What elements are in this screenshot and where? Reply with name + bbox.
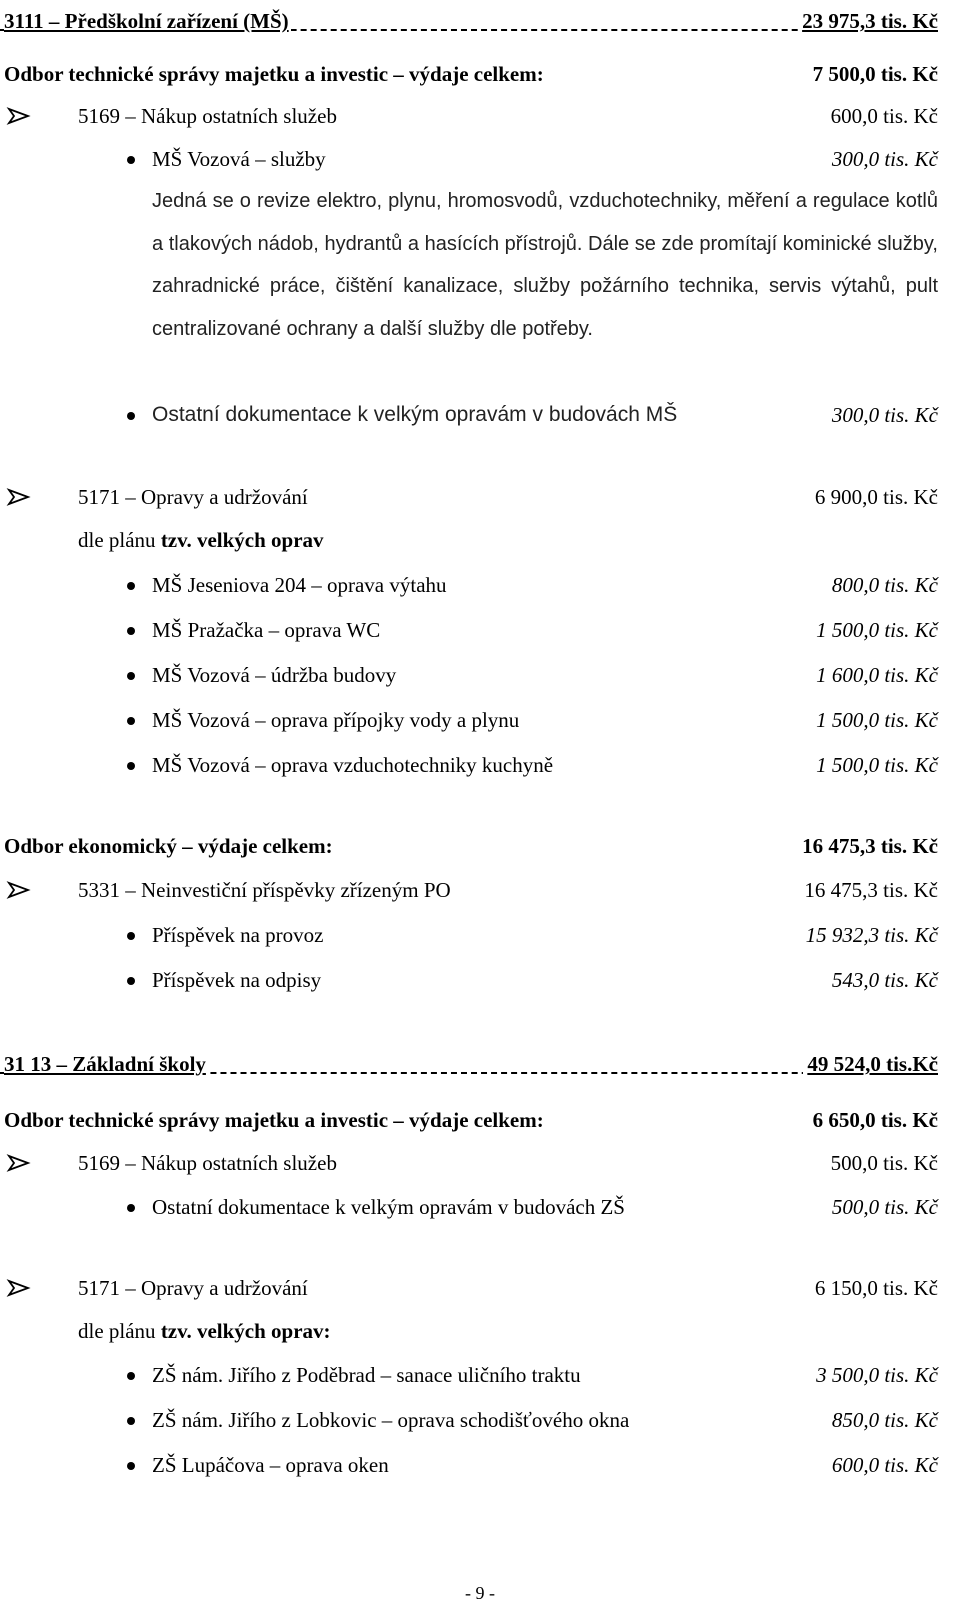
department-amount: 6 650,0 tis. Kč <box>812 1108 938 1132</box>
sub-item-label: ZŠ nám. Jiřího z Poděbrad – sanace uličního traktu <box>152 1363 581 1387</box>
sub-item-amount: 1 600,0 tis. Kč <box>816 663 938 687</box>
sub-item-label: Příspěvek na provoz <box>152 923 324 947</box>
sub-item-amount: 300,0 tis. Kč <box>831 147 938 171</box>
item-label: 5169 – Nákup ostatních služeb <box>78 1151 337 1175</box>
budget-item <box>0 875 960 905</box>
arrowhead-bullet-icon <box>6 101 32 131</box>
page-number: - 9 - <box>465 1583 495 1603</box>
budget-item <box>0 482 960 512</box>
sub-item-amount: 850,0 tis. Kč <box>831 1408 938 1432</box>
item-label: 5171 – Opravy a udržování <box>78 485 308 509</box>
sub-item <box>0 750 960 780</box>
sub-item-amount: 800,0 tis. Kč <box>831 573 938 597</box>
sub-item-label: MŠ Jeseniova 204 – oprava výtahu <box>152 573 447 597</box>
budget-item <box>0 1148 960 1178</box>
department-title: Odbor technické správy majetku a investic – výdaje celkem: <box>4 62 544 86</box>
bullet-icon <box>116 570 146 600</box>
sub-item-amount: 1 500,0 tis. Kč <box>816 618 938 642</box>
sub-item-label: ZŠ Lupáčova – oprava oken <box>152 1453 389 1477</box>
sub-item <box>0 570 960 600</box>
note-paragraph: Jedná se o revize elektro, plynu, hromosvodů, vzduchotechniky, měření a regulace kotlů a tlakových nádob, hydrantů a hasících přístrojů. Dále se zde promítají kominické služby, zahradnické práce, čištění kanalizace, služby požárního technika, servis výtahů, pult centralizované ochrany a další služby dle potřeby. <box>152 190 938 341</box>
bullet-icon <box>116 144 146 174</box>
sub-item-label: MŠ Pražačka – oprava WC <box>152 618 381 642</box>
plan-prefix: dle plánu <box>78 1319 161 1343</box>
sub-item-label: Ostatní dokumentace k velkým opravám v budovách ZŠ <box>152 1195 625 1219</box>
item-amount: 6 150,0 tis. Kč <box>814 1276 938 1300</box>
item-amount: 600,0 tis. Kč <box>830 104 938 128</box>
bullet-icon <box>116 750 146 780</box>
arrowhead-bullet-icon <box>6 482 32 512</box>
section-amount: 49 524,0 tis.Kč <box>803 1049 938 1079</box>
sub-item <box>0 400 960 430</box>
department-amount: 7 500,0 tis. Kč <box>812 62 938 86</box>
department-title: Odbor ekonomický – výdaje celkem: <box>4 834 333 858</box>
sub-item <box>0 705 960 735</box>
department-header <box>0 1105 960 1135</box>
section-title: 31 13 – Základní školy <box>4 1049 208 1079</box>
bullet-icon <box>116 705 146 735</box>
plan-caption <box>78 525 324 555</box>
department-header <box>0 831 960 861</box>
section-title: 3111 – Předškolní zařízení (MŠ) <box>4 6 291 36</box>
item-label: 5331 – Neinvestiční příspěvky zřízeným PO <box>78 878 451 902</box>
sub-item <box>0 1192 960 1222</box>
sub-item-label: Příspěvek na odpisy <box>152 968 322 992</box>
bullet-icon <box>116 660 146 690</box>
sub-item-label: MŠ Vozová – oprava vzduchotechniky kuchyně <box>152 753 554 777</box>
arrowhead-bullet-icon <box>6 875 32 905</box>
bullet-icon <box>116 1405 146 1435</box>
department-header <box>0 59 960 89</box>
plan-bold: tzv. velkých oprav <box>160 528 324 552</box>
sub-item <box>0 144 960 174</box>
item-amount: 6 900,0 tis. Kč <box>814 485 938 509</box>
sub-item-amount: 3 500,0 tis. Kč <box>816 1363 938 1387</box>
plan-line <box>0 1316 960 1346</box>
sub-item-label: MŠ Vozová – oprava přípojky vody a plynu <box>152 708 520 732</box>
item-amount: 500,0 tis. Kč <box>830 1151 938 1175</box>
sub-item <box>0 660 960 690</box>
sub-item-amount: 600,0 tis. Kč <box>831 1453 938 1477</box>
bullet-icon <box>116 1450 146 1480</box>
bullet-icon <box>116 1192 146 1222</box>
department-amount: 16 475,3 tis. Kč <box>802 834 938 858</box>
section-amount: 23 975,3 tis. Kč <box>798 6 938 36</box>
department-title: Odbor technické správy majetku a investic – výdaje celkem: <box>4 1108 544 1132</box>
plan-line <box>0 525 960 555</box>
sub-item-label: ZŠ nám. Jiřího z Lobkovic – oprava schodišťového okna <box>152 1408 630 1432</box>
sub-item-amount: 1 500,0 tis. Kč <box>816 708 938 732</box>
sub-item <box>0 1450 960 1480</box>
item-label: 5169 – Nákup ostatních služeb <box>78 104 337 128</box>
sub-item <box>0 1360 960 1390</box>
sub-item-amount: 500,0 tis. Kč <box>831 1195 938 1219</box>
arrowhead-bullet-icon <box>6 1273 32 1303</box>
sub-item-label: MŠ Vozová – údržba budovy <box>152 663 397 687</box>
sub-item-label: MŠ Vozová – služby <box>152 147 326 171</box>
plan-prefix: dle plánu <box>78 528 161 552</box>
bullet-icon <box>116 965 146 995</box>
bullet-icon <box>116 400 146 430</box>
bullet-icon <box>116 920 146 950</box>
sub-item <box>0 1405 960 1435</box>
arrowhead-bullet-icon <box>6 1148 32 1178</box>
plan-bold: tzv. velkých oprav: <box>160 1319 331 1343</box>
budget-item <box>0 101 960 131</box>
bullet-icon <box>116 615 146 645</box>
sub-item-amount: 543,0 tis. Kč <box>831 968 938 992</box>
section-header <box>0 6 960 36</box>
sub-item <box>0 965 960 995</box>
budget-item <box>0 1273 960 1303</box>
sub-item-amount: 1 500,0 tis. Kč <box>816 753 938 777</box>
sub-item-amount: 15 932,3 tis. Kč <box>805 923 938 947</box>
item-label: 5171 – Opravy a udržování <box>78 1276 308 1300</box>
sub-item <box>0 920 960 950</box>
sub-item <box>0 615 960 645</box>
item-amount: 16 475,3 tis. Kč <box>804 878 938 902</box>
plan-caption <box>78 1316 331 1346</box>
sub-item-amount: 300,0 tis. Kč <box>831 403 938 427</box>
section-header <box>0 1049 960 1079</box>
sub-item-label: Ostatní dokumentace k velkým opravám v budovách MŠ <box>152 403 678 426</box>
bullet-icon <box>116 1360 146 1390</box>
